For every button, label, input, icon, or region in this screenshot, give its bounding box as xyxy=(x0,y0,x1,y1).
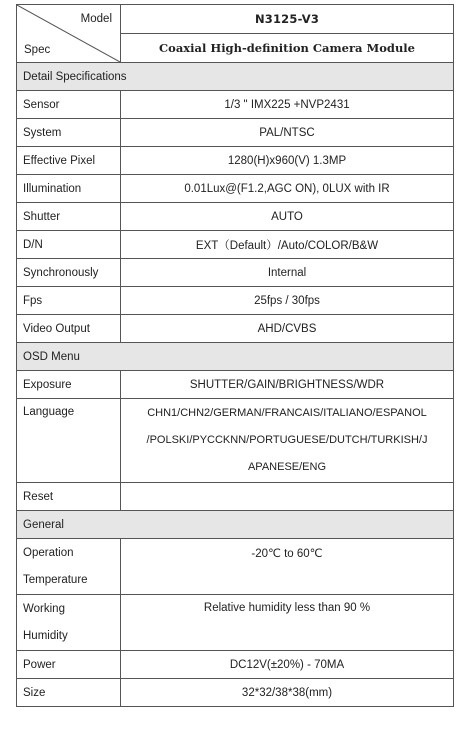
section-title: Detail Specifications xyxy=(17,63,454,91)
section-header xyxy=(17,343,454,371)
spec-row xyxy=(17,315,454,343)
header-corner-cell xyxy=(17,5,121,63)
spec-row xyxy=(17,399,454,483)
spec-key: Reset xyxy=(17,483,121,511)
spec-row xyxy=(17,147,454,175)
spec-value: 25fps / 30fps xyxy=(121,287,454,315)
spec-key: Sensor xyxy=(17,91,121,119)
spec-row xyxy=(17,91,454,119)
spec-value-multiline xyxy=(121,399,454,483)
spec-key: Language xyxy=(17,399,121,483)
spec-value: 0.01Lux@(F1.2,AGC ON), 0LUX with IR xyxy=(121,175,454,203)
section-title: OSD Menu xyxy=(17,343,454,371)
language-line: CHN1/CHN2/GERMAN/FRANCAIS/ITALIANO/ESPANOL xyxy=(147,407,427,419)
spec-value: PAL/NTSC xyxy=(121,119,454,147)
spec-row xyxy=(17,371,454,399)
spec-key-multiline xyxy=(17,595,121,651)
section-title: General xyxy=(17,511,454,539)
spec-key-line: Humidity xyxy=(23,629,68,642)
spec-value: Internal xyxy=(121,259,454,287)
spec-row xyxy=(17,483,454,511)
spec-key: Fps xyxy=(17,287,121,315)
section-header xyxy=(17,511,454,539)
spec-key: Size xyxy=(17,679,121,707)
model-label: Model xyxy=(80,13,112,25)
spec-key-line: Temperature xyxy=(23,573,88,586)
spec-row xyxy=(17,595,454,651)
spec-row xyxy=(17,539,454,595)
spec-value: 1/3 " IMX225 +NVP2431 xyxy=(121,91,454,119)
spec-key-line: Working xyxy=(23,602,65,615)
spec-key: Power xyxy=(17,651,121,679)
spec-value: Relative humidity less than 90 % xyxy=(121,595,454,651)
spec-table xyxy=(16,4,454,707)
section-header xyxy=(17,63,454,91)
spec-value: EXT（Default）/Auto/COLOR/B&W xyxy=(121,231,454,259)
spec-row xyxy=(17,651,454,679)
spec-row xyxy=(17,203,454,231)
language-line: APANESE/ENG xyxy=(247,461,327,473)
spec-row xyxy=(17,679,454,707)
spec-key: Exposure xyxy=(17,371,121,399)
spec-key-line: Operation xyxy=(23,546,74,559)
spec-row xyxy=(17,231,454,259)
language-line: /POLSKI/PYCCKNN/PORTUGUESE/DUTCH/TURKISH/J xyxy=(146,434,428,446)
spec-value: DC12V(±20%) - 70MA xyxy=(121,651,454,679)
spec-key: Effective Pixel xyxy=(17,147,121,175)
spec-value: AHD/CVBS xyxy=(121,315,454,343)
product-title: Coaxial High-definition Camera Module xyxy=(121,34,454,63)
spec-key: D/N xyxy=(17,231,121,259)
spec-key: System xyxy=(17,119,121,147)
spec-label: Spec xyxy=(24,44,51,56)
spec-value: SHUTTER/GAIN/BRIGHTNESS/WDR xyxy=(121,371,454,399)
spec-row xyxy=(17,259,454,287)
spec-value: AUTO xyxy=(121,203,454,231)
spec-value xyxy=(121,483,454,511)
spec-key: Video Output xyxy=(17,315,121,343)
spec-row xyxy=(17,287,454,315)
spec-key: Shutter xyxy=(17,203,121,231)
spec-key: Illumination xyxy=(17,175,121,203)
spec-row xyxy=(17,175,454,203)
model-number: N3125-V3 xyxy=(121,5,454,34)
spec-value: -20℃ to 60℃ xyxy=(121,539,454,595)
spec-value: 1280(H)x960(V) 1.3MP xyxy=(121,147,454,175)
spec-value: 32*32/38*38(mm) xyxy=(121,679,454,707)
spec-key: Synchronously xyxy=(17,259,121,287)
spec-row xyxy=(17,119,454,147)
spec-key-multiline xyxy=(17,539,121,595)
